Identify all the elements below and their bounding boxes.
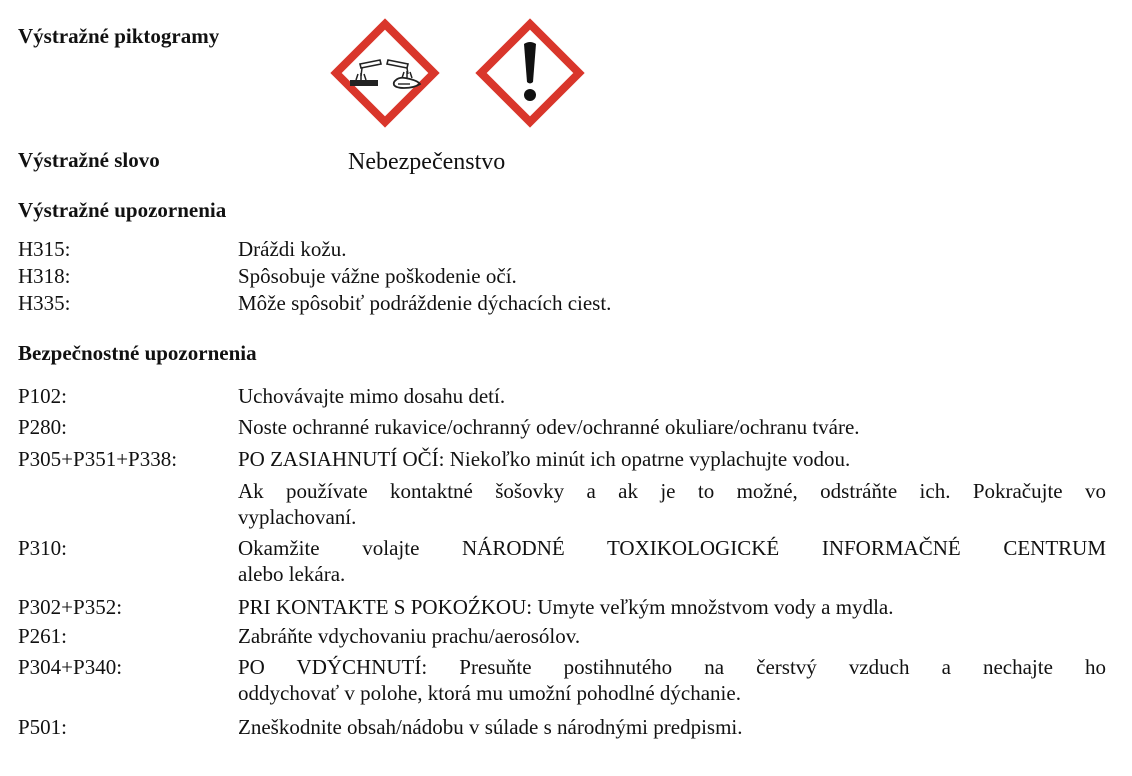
hazard-code: H335:	[18, 291, 71, 315]
precaution-text: PRI KONTAKTE S POKOŹKOU: Umyte veľkým množstvom vody a mydla.	[238, 595, 894, 619]
precaution-text: Zabráňte vdychovaniu prachu/aerosólov.	[238, 624, 581, 648]
precaution-code: P305+P351+P338:	[18, 447, 178, 471]
precaution-text: oddychovať v polohe, ktorá mu umožní pohodlné dýchanie.	[238, 681, 741, 705]
precaution-text: PO VDÝCHNUTÍ: Presuňte postihnutého na čerstvý vzduch a nechajte ho	[238, 655, 1106, 679]
precaution-text: alebo lekára.	[238, 562, 346, 586]
precaution-text: vyplachovaní.	[238, 505, 357, 529]
hazard-code: H318:	[18, 264, 71, 288]
precaution-code: P280:	[18, 415, 68, 439]
precaution-text: Noste ochranné rukavice/ochranný odev/ochranné okuliare/ochranu tváre.	[238, 415, 860, 439]
precaution-text: Uchovávajte mimo dosahu detí.	[238, 384, 506, 408]
precaution-code: P304+P340:	[18, 655, 123, 679]
precaution-code: P302+P352:	[18, 595, 123, 619]
precaution-text: Ak používate kontaktné šošovky a ak je to možné, odstráňte ich. Pokračujte vo	[238, 479, 1106, 503]
hazard-text: Spôsobuje vážne poškodenie očí.	[238, 264, 517, 288]
hazard-code: H315:	[18, 237, 71, 261]
precaution-text: PO ZASIAHNUTÍ OČÍ: Niekoľko minút ich opatrne vyplachujte vodou.	[238, 447, 851, 471]
precaution-code: P102:	[18, 384, 68, 408]
pictograms-heading: Výstražné piktogramy	[18, 24, 220, 48]
exclamation-pictogram-icon	[475, 18, 585, 128]
signal-word-heading: Výstražné slovo	[18, 148, 160, 172]
hazard-statements-heading: Výstražné upozornenia	[18, 198, 227, 222]
precaution-code: P310:	[18, 536, 68, 560]
corrosion-pictogram-icon	[330, 18, 440, 128]
precautionary-statements-heading: Bezpečnostné upozornenia	[18, 341, 257, 365]
precaution-code: P261:	[18, 624, 68, 648]
precaution-text: Zneškodnite obsah/nádobu v súlade s národnými predpismi.	[238, 715, 743, 739]
hazard-text: Dráždi kožu.	[238, 237, 347, 261]
signal-word-value: Nebezpečenstvo	[348, 149, 506, 175]
precaution-code: P501:	[18, 715, 68, 739]
precaution-text: Okamžite volajte NÁRODNÉ TOXIKOLOGICKÉ INFORMAČNÉ CENTRUM	[238, 536, 1106, 560]
hazard-text: Môže spôsobiť podráždenie dýchacích ciest.	[238, 291, 612, 315]
